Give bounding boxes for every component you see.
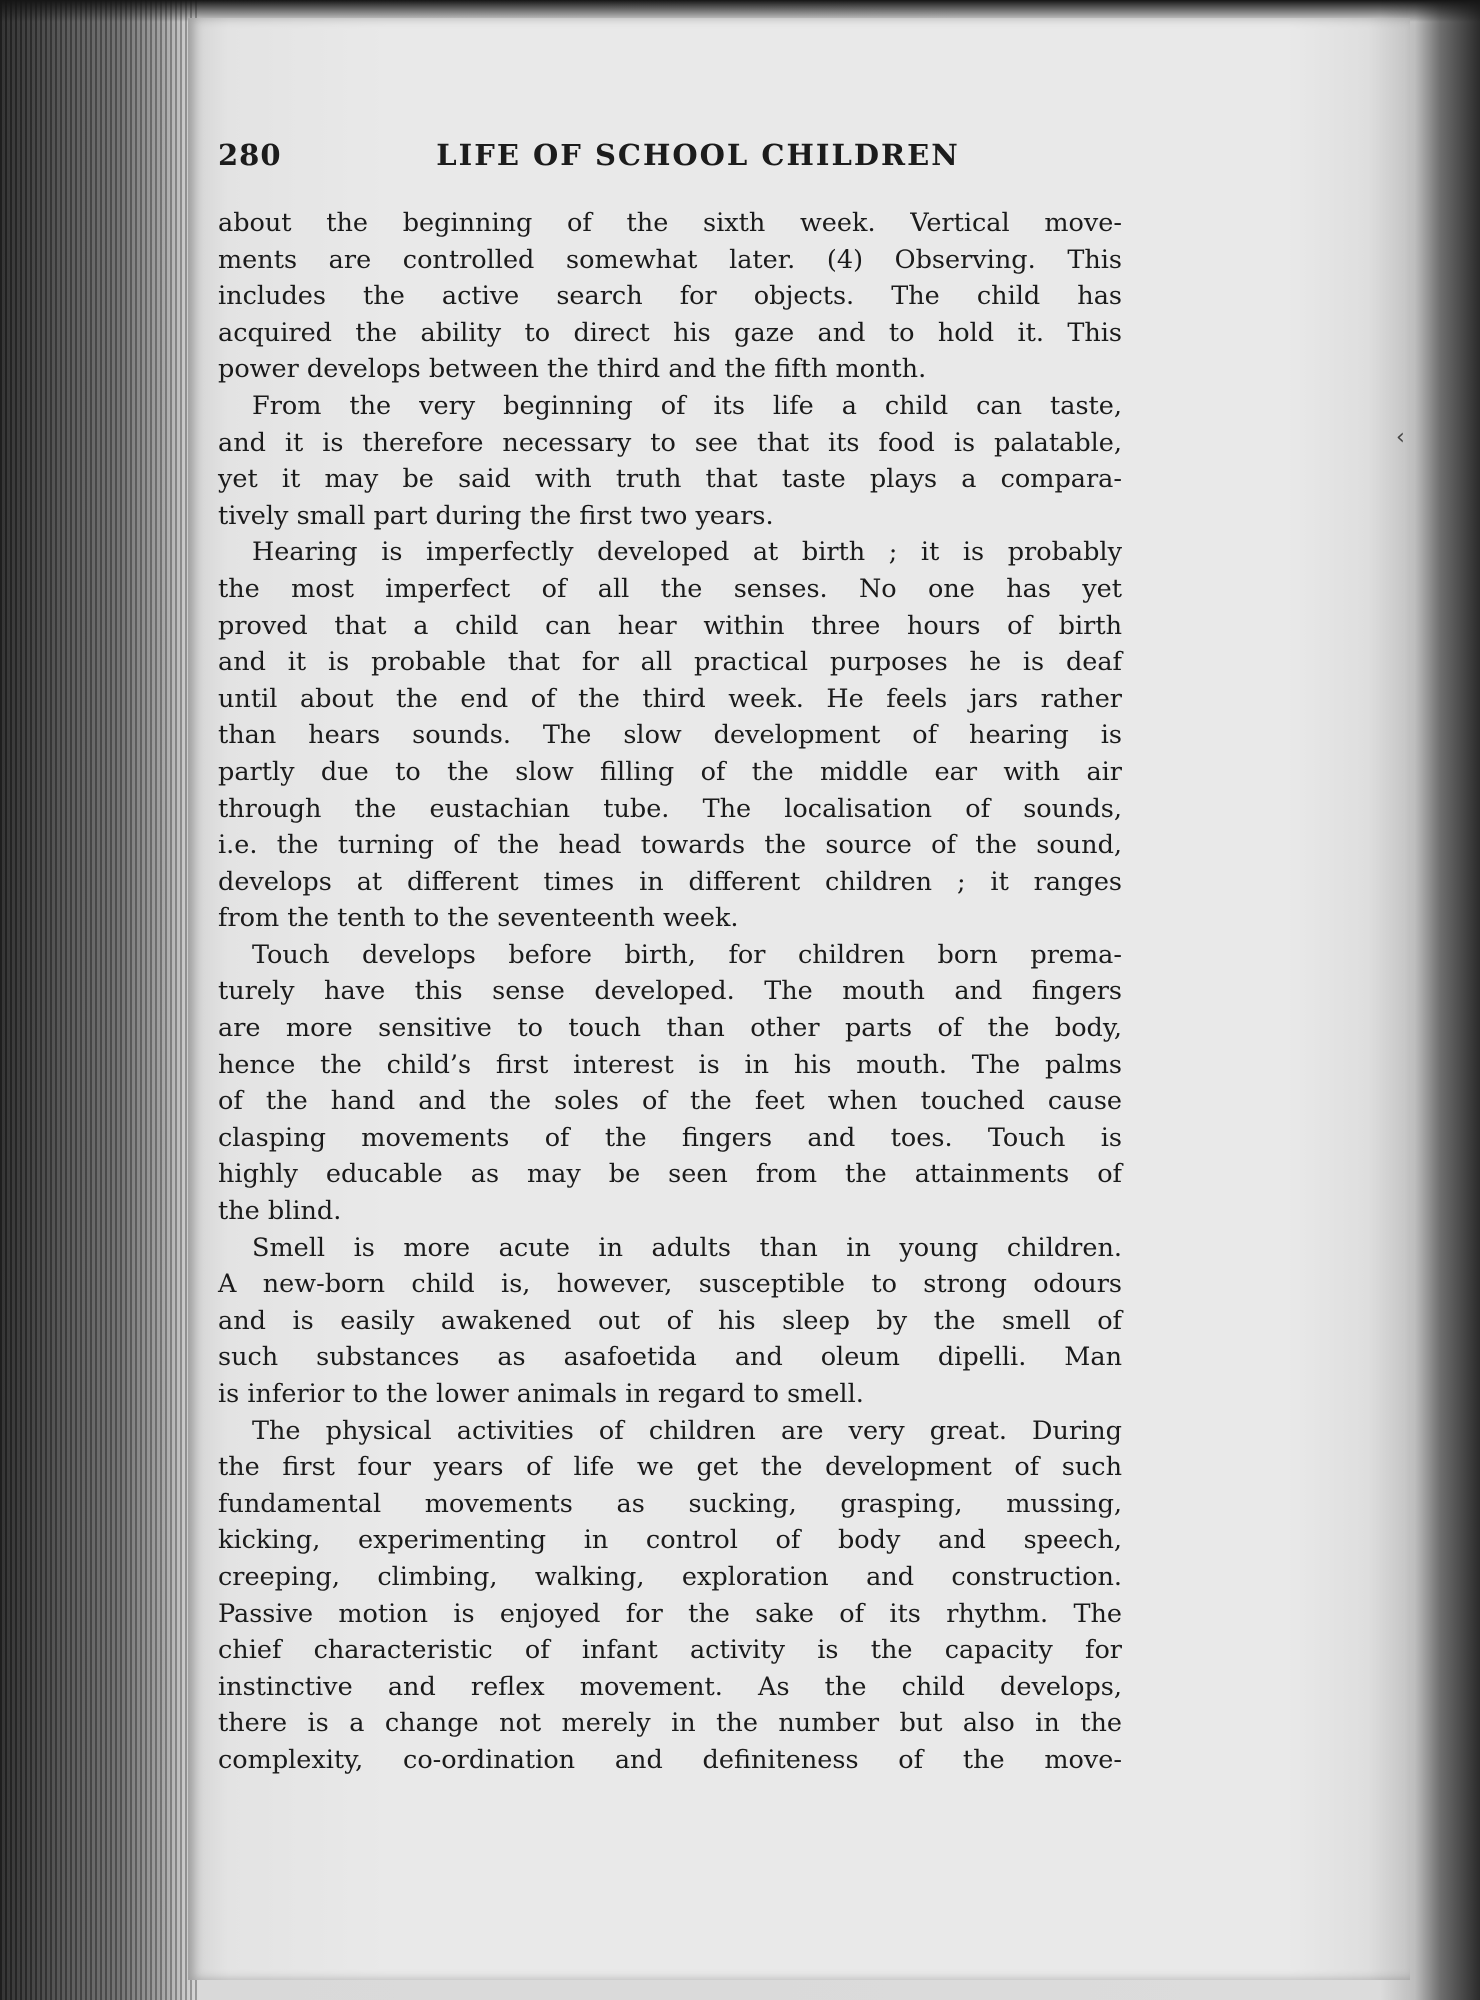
text-line: instinctive and reflex movement. As the child develops,: [218, 1671, 1122, 1702]
text-line: i.e. the turning of the head towards the source of the sound,: [218, 830, 1122, 861]
text-line: Smell is more acute in adults than in young children.: [252, 1232, 1122, 1263]
text-line: turely have this sense developed. The mouth and fingers: [218, 976, 1122, 1007]
text-line: proved that a child can hear within three hours of birth: [218, 610, 1122, 641]
text-line: there is a change not merely in the number but also in the: [218, 1708, 1122, 1739]
text-line: tively small part during the first two years.: [218, 500, 774, 531]
text-line: the first four years of life we get the development of such: [218, 1452, 1122, 1483]
text-line: clasping movements of the fingers and toes. Touch is: [218, 1122, 1122, 1153]
text-line: of the hand and the soles of the feet when touched cause: [218, 1086, 1122, 1117]
body-text: [218, 205, 1122, 1779]
text-line: partly due to the slow filling of the middle ear with air: [218, 756, 1122, 787]
text-line: yet it may be said with truth that taste plays a compara-: [218, 464, 1122, 495]
text-line: and is easily awakened out of his sleep by the smell of: [218, 1305, 1122, 1336]
book-page-edges: [0, 0, 200, 2000]
text-line: The physical activities of children are very great. During: [252, 1415, 1122, 1446]
text-line: ments are controlled somewhat later. (4) Observing. This: [218, 244, 1122, 275]
text-line: the blind.: [218, 1196, 342, 1227]
text-line: highly educable as may be seen from the attainments of: [218, 1159, 1122, 1190]
text-line: From the very beginning of its life a child can taste,: [252, 390, 1122, 421]
text-line: complexity, co-ordination and definiteness of the move-: [218, 1744, 1122, 1775]
text-line: from the tenth to the seventeenth week.: [218, 903, 739, 934]
text-line: and it is therefore necessary to see that its food is palatable,: [218, 427, 1122, 458]
text-line: are more sensitive to touch than other parts of the body,: [218, 1013, 1122, 1044]
text-line: and it is probable that for all practical purposes he is deaf: [218, 647, 1122, 678]
text-line: the most imperfect of all the senses. No one has yet: [218, 573, 1122, 604]
margin-pencil-mark: ‹: [1396, 425, 1405, 450]
text-line: includes the active search for objects. The child has: [218, 281, 1122, 312]
text-line: A new-born child is, however, susceptible to strong odours: [218, 1269, 1122, 1300]
text-line: through the eustachian tube. The localisation of sounds,: [218, 793, 1122, 824]
text-line: creeping, climbing, walking, exploration and construction.: [218, 1561, 1122, 1592]
page-number: 280: [218, 138, 282, 172]
text-line: chief characteristic of infant activity is the capacity for: [218, 1635, 1122, 1666]
text-line: Hearing is imperfectly developed at birth ; it is probably: [252, 537, 1122, 568]
page-header: [218, 138, 1122, 184]
text-line: acquired the ability to direct his gaze and to hold it. This: [218, 317, 1122, 348]
text-line: Passive motion is enjoyed for the sake of its rhythm. The: [218, 1598, 1122, 1629]
text-line: is inferior to the lower animals in regard to smell.: [218, 1379, 864, 1409]
running-head: LIFE OF SCHOOL CHILDREN: [436, 138, 960, 172]
text-line: power develops between the third and the fifth month.: [218, 354, 927, 385]
text-line: Touch develops before birth, for children born prema-: [252, 939, 1122, 970]
text-line: fundamental movements as sucking, grasping, mussing,: [218, 1488, 1122, 1519]
text-line: about the beginning of the sixth week. Vertical move-: [218, 208, 1122, 238]
text-line: until about the end of the third week. He feels jars rather: [218, 683, 1122, 714]
text-line: kicking, experimenting in control of body and speech,: [218, 1525, 1122, 1556]
text-line: hence the child’s first interest is in his mouth. The palms: [218, 1049, 1122, 1080]
text-line: such substances as asafoetida and oleum dipelli. Man: [218, 1342, 1122, 1373]
text-line: develops at different times in different children ; it ranges: [218, 866, 1122, 897]
text-line: than hears sounds. The slow development of hearing is: [218, 720, 1122, 751]
